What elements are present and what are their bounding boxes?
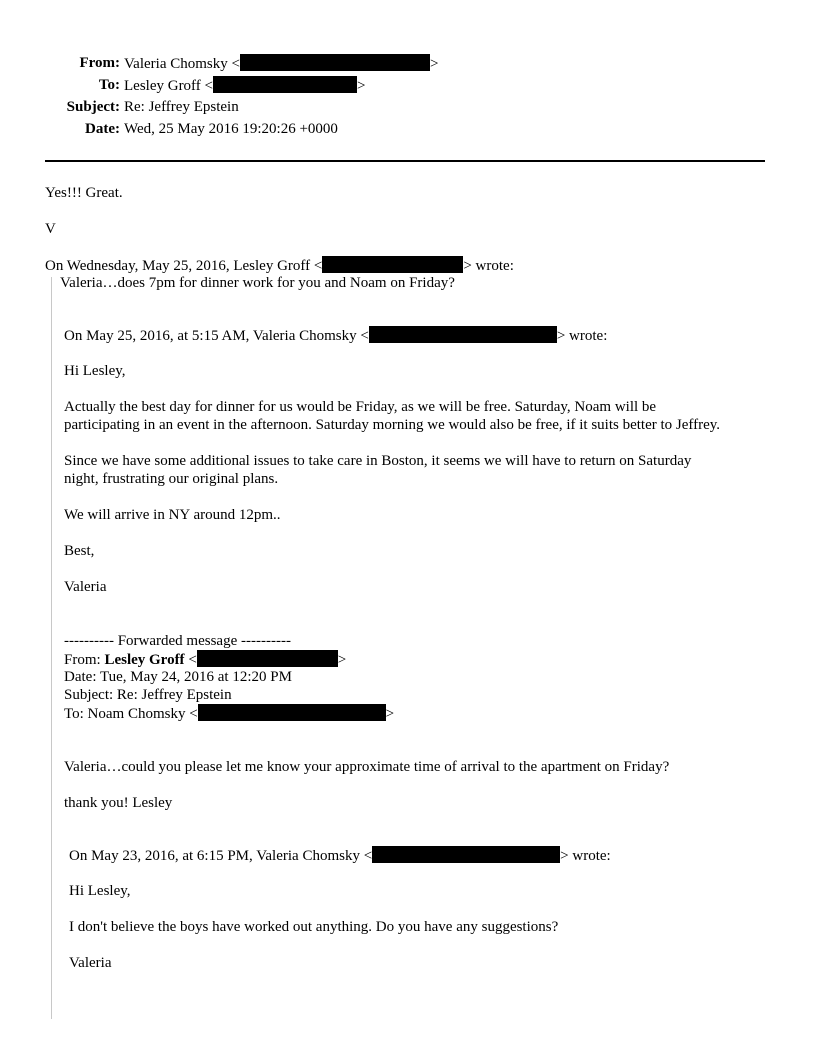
redaction-box [369, 326, 557, 343]
from-label: From: [79, 55, 120, 71]
attribution-line: On May 23, 2016, at 6:15 PM, Valeria Chomsky < > wrote: [69, 848, 611, 864]
signature: Valeria [69, 955, 112, 971]
forwarded-body: Valeria…could you please let me know your approximate time of arrival to the apartment on Friday? [64, 759, 670, 775]
paragraph-line: Since we have some additional issues to take care in Boston, it seems we will have to return on Saturday [64, 453, 692, 469]
to-name: Lesley Groff < [124, 78, 213, 94]
attribution-line: On May 25, 2016, at 5:15 AM, Valeria Chomsky < > wrote: [64, 328, 608, 344]
paragraph-line: Actually the best day for dinner for us would be Friday, as we will be free. Saturday, Noam will be [64, 399, 657, 415]
redaction-box [372, 846, 560, 863]
redaction-box [240, 54, 430, 71]
from-value [124, 54, 438, 73]
header-divider [45, 160, 765, 162]
to-value [124, 76, 365, 95]
greeting: Hi Lesley, [64, 363, 126, 379]
from-name: Valeria Chomsky < [124, 56, 240, 72]
paragraph-line: participating in an event in the afternoon. Saturday morning we would also be free, if it suits better to Jeffrey. [64, 417, 721, 433]
reply-line-1: Yes!!! Great. [45, 185, 123, 201]
paragraph-line: We will arrive in NY around 12pm.. [64, 507, 281, 523]
subject-label: Subject: [66, 99, 120, 115]
earlier-body: I don't believe the boys have worked out anything. Do you have any suggestions? [69, 919, 559, 935]
forwarded-to: To: Noam Chomsky < > [64, 706, 395, 722]
quoted-message: Valeria…does 7pm for dinner work for you and Noam on Friday? [60, 275, 455, 291]
subject-value: Re: Jeffrey Epstein [124, 99, 239, 115]
reply-signature: V [45, 221, 56, 237]
date-value: Wed, 25 May 2016 19:20:26 +0000 [124, 121, 338, 137]
signature: Valeria [64, 579, 107, 595]
redaction-box [198, 704, 386, 721]
signoff: Best, [64, 543, 95, 559]
attribution-line: On Wednesday, May 25, 2016, Lesley Groff < > wrote: [45, 258, 514, 274]
date-label: Date: [85, 121, 120, 137]
close-bracket: > [429, 56, 439, 72]
to-label: To: [98, 77, 120, 93]
redaction-box [322, 256, 463, 273]
close-bracket: > [357, 78, 366, 94]
forwarded-subject: Subject: Re: Jeffrey Epstein [64, 687, 232, 703]
forwarded-thanks: thank you! Lesley [64, 795, 173, 811]
forwarded-divider: ---------- Forwarded message ---------- [64, 633, 291, 649]
forwarded-sender-name: Lesley Groff [104, 652, 185, 668]
forwarded-from: From: Lesley Groff < > [64, 652, 347, 668]
paragraph-line: night, frustrating our original plans. [64, 471, 279, 487]
quote-bar [51, 277, 52, 1019]
redaction-box [213, 76, 357, 93]
greeting: Hi Lesley, [69, 883, 131, 899]
redaction-box [197, 650, 338, 667]
forwarded-date: Date: Tue, May 24, 2016 at 12:20 PM [64, 669, 292, 685]
